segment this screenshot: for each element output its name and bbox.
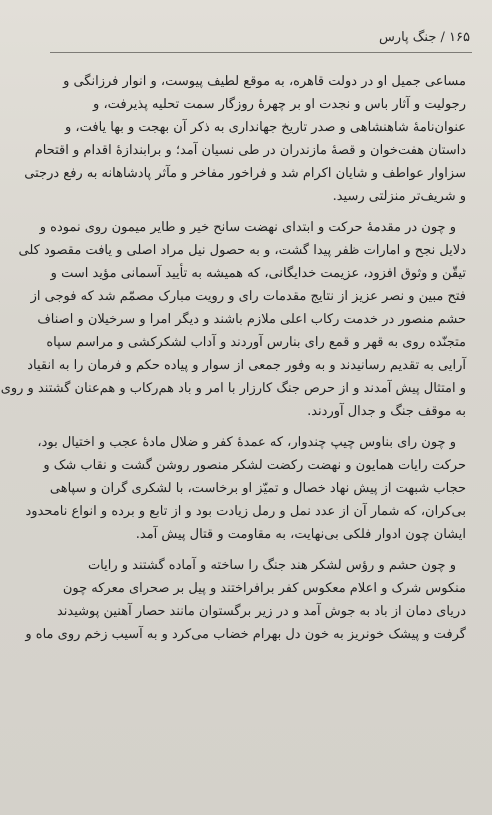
text-line: حرکت رایات همایون و نهضت رکضت لشکر منصور روشن گشت و نقاب شک و xyxy=(43,458,466,473)
text-line: آرایی به تقدیم رسانیدند و به وفور جمعی از سوار و پیاده حکم و فرمان را به انقیاد xyxy=(27,358,466,373)
text-line: بی‌کران، که شمار آن از عدد نمل و رمل زیادت بود و از تابع و برده و انواع نامحدود xyxy=(25,504,466,519)
paragraph-gap xyxy=(54,546,466,554)
text-line: داستان هفت‌خوان و قصهٔ مازندران در طی نسیان آمد؛ و برابندازهٔ اقدام و اقتحام xyxy=(34,143,466,158)
paragraph-gap xyxy=(54,208,466,216)
text-line: سزاوار عواطف و شایان اکرام شد و فراخور مفاخر و مآثر پادشاهانه به رفع درجتی xyxy=(24,166,466,181)
header-rule xyxy=(50,52,472,53)
text-line: و امتثال پیش آمدند و از حرص جنگ کارزار با امر و باد هم‌رکاب و هم‌عنان گشتند و روی xyxy=(0,381,466,396)
text-line: حشم منصور در خدمت رکاب اعلی ملازم باشند و دیگر امرا و سرخیلان و اصناف xyxy=(37,312,466,327)
text-line: گرفت و پیشک خونریز به خون دل بهرام خضاب می‌کرد و به آسیب زخم روی ماه و xyxy=(25,627,466,642)
text-line: منکوس شرک و اعلام معکوس کفر برافراختند و پیل بر صحرای معرکه چون xyxy=(62,581,466,596)
text-line: و چون حشم و رؤس لشکر هند جنگ را ساخته و آماده گشتند و رایات xyxy=(87,558,456,573)
text-line: حجاب شبهت از پیش نهاد خصال و تمیّز او برخاست، با لشکری گران و سپاهی xyxy=(49,481,466,496)
text-line: دلایل نجح و امارات ظفر پیدا گشت، و به حصول نیل مراد اصلی و یافت مقصود کلی xyxy=(18,243,466,258)
text-line: دریای دمان از باد به جوش آمد و در زیر برگستوان مانند حصار آهنین پوشیدند xyxy=(56,604,466,619)
paragraph-2 xyxy=(0,216,466,423)
text-line: عنوان‌نامهٔ شاهنشاهی و صدر تاریخ جهانداری به ذکر آن بهجت و بها یافت، و xyxy=(65,120,466,135)
text-line: فتح مبین و نصر عزیز از نتایج مقدمات رای و رویت مبارک مصمّم شد که فوجی از xyxy=(30,289,466,304)
page-header: ۱۶۵ / جنگ پارس xyxy=(378,30,470,45)
body-text xyxy=(0,70,466,646)
text-line: به موقف جنگ و جدال آوردند. xyxy=(307,404,466,419)
paragraph-3 xyxy=(25,431,466,546)
paragraph-1 xyxy=(24,70,466,208)
text-line: مساعی جمیل او در دولت قاهره، به موقع لطیف پیوست، و انوار فرزانگی و xyxy=(63,74,466,89)
text-line: متجنّده روی به قهر و قمع رای بنارس آوردند و آداب لشکرکشی و مراسم سپاه xyxy=(46,335,466,350)
text-line: و چون رای بناوس چیپ چندوار، که عمدهٔ کفر و ضلال مادهٔ عجب و اختیال بود، xyxy=(37,435,456,450)
text-line: ایشان چون ادوار فلکی بی‌نهایت، به مقاومت و قتال پیش آمد. xyxy=(135,527,466,542)
paragraph-4 xyxy=(25,554,466,646)
text-line: و شریف‌تر منزلتی رسید. xyxy=(332,189,466,204)
text-line: و چون در مقدمهٔ حرکت و ابتدای نهضت سانح خیر و طایر میمون روی نموده و xyxy=(39,220,456,235)
text-line: تیقّن و وثوق افزود، عزیمت خدایگانی، که همیشه به تأیید آسمانی مؤید است و xyxy=(50,266,466,281)
text-line: رجولیت و آثار باس و نجدت او بر چهرهٔ روزگار سمت تحلیه پذیرفت، و xyxy=(93,97,466,112)
paragraph-gap xyxy=(54,423,466,431)
